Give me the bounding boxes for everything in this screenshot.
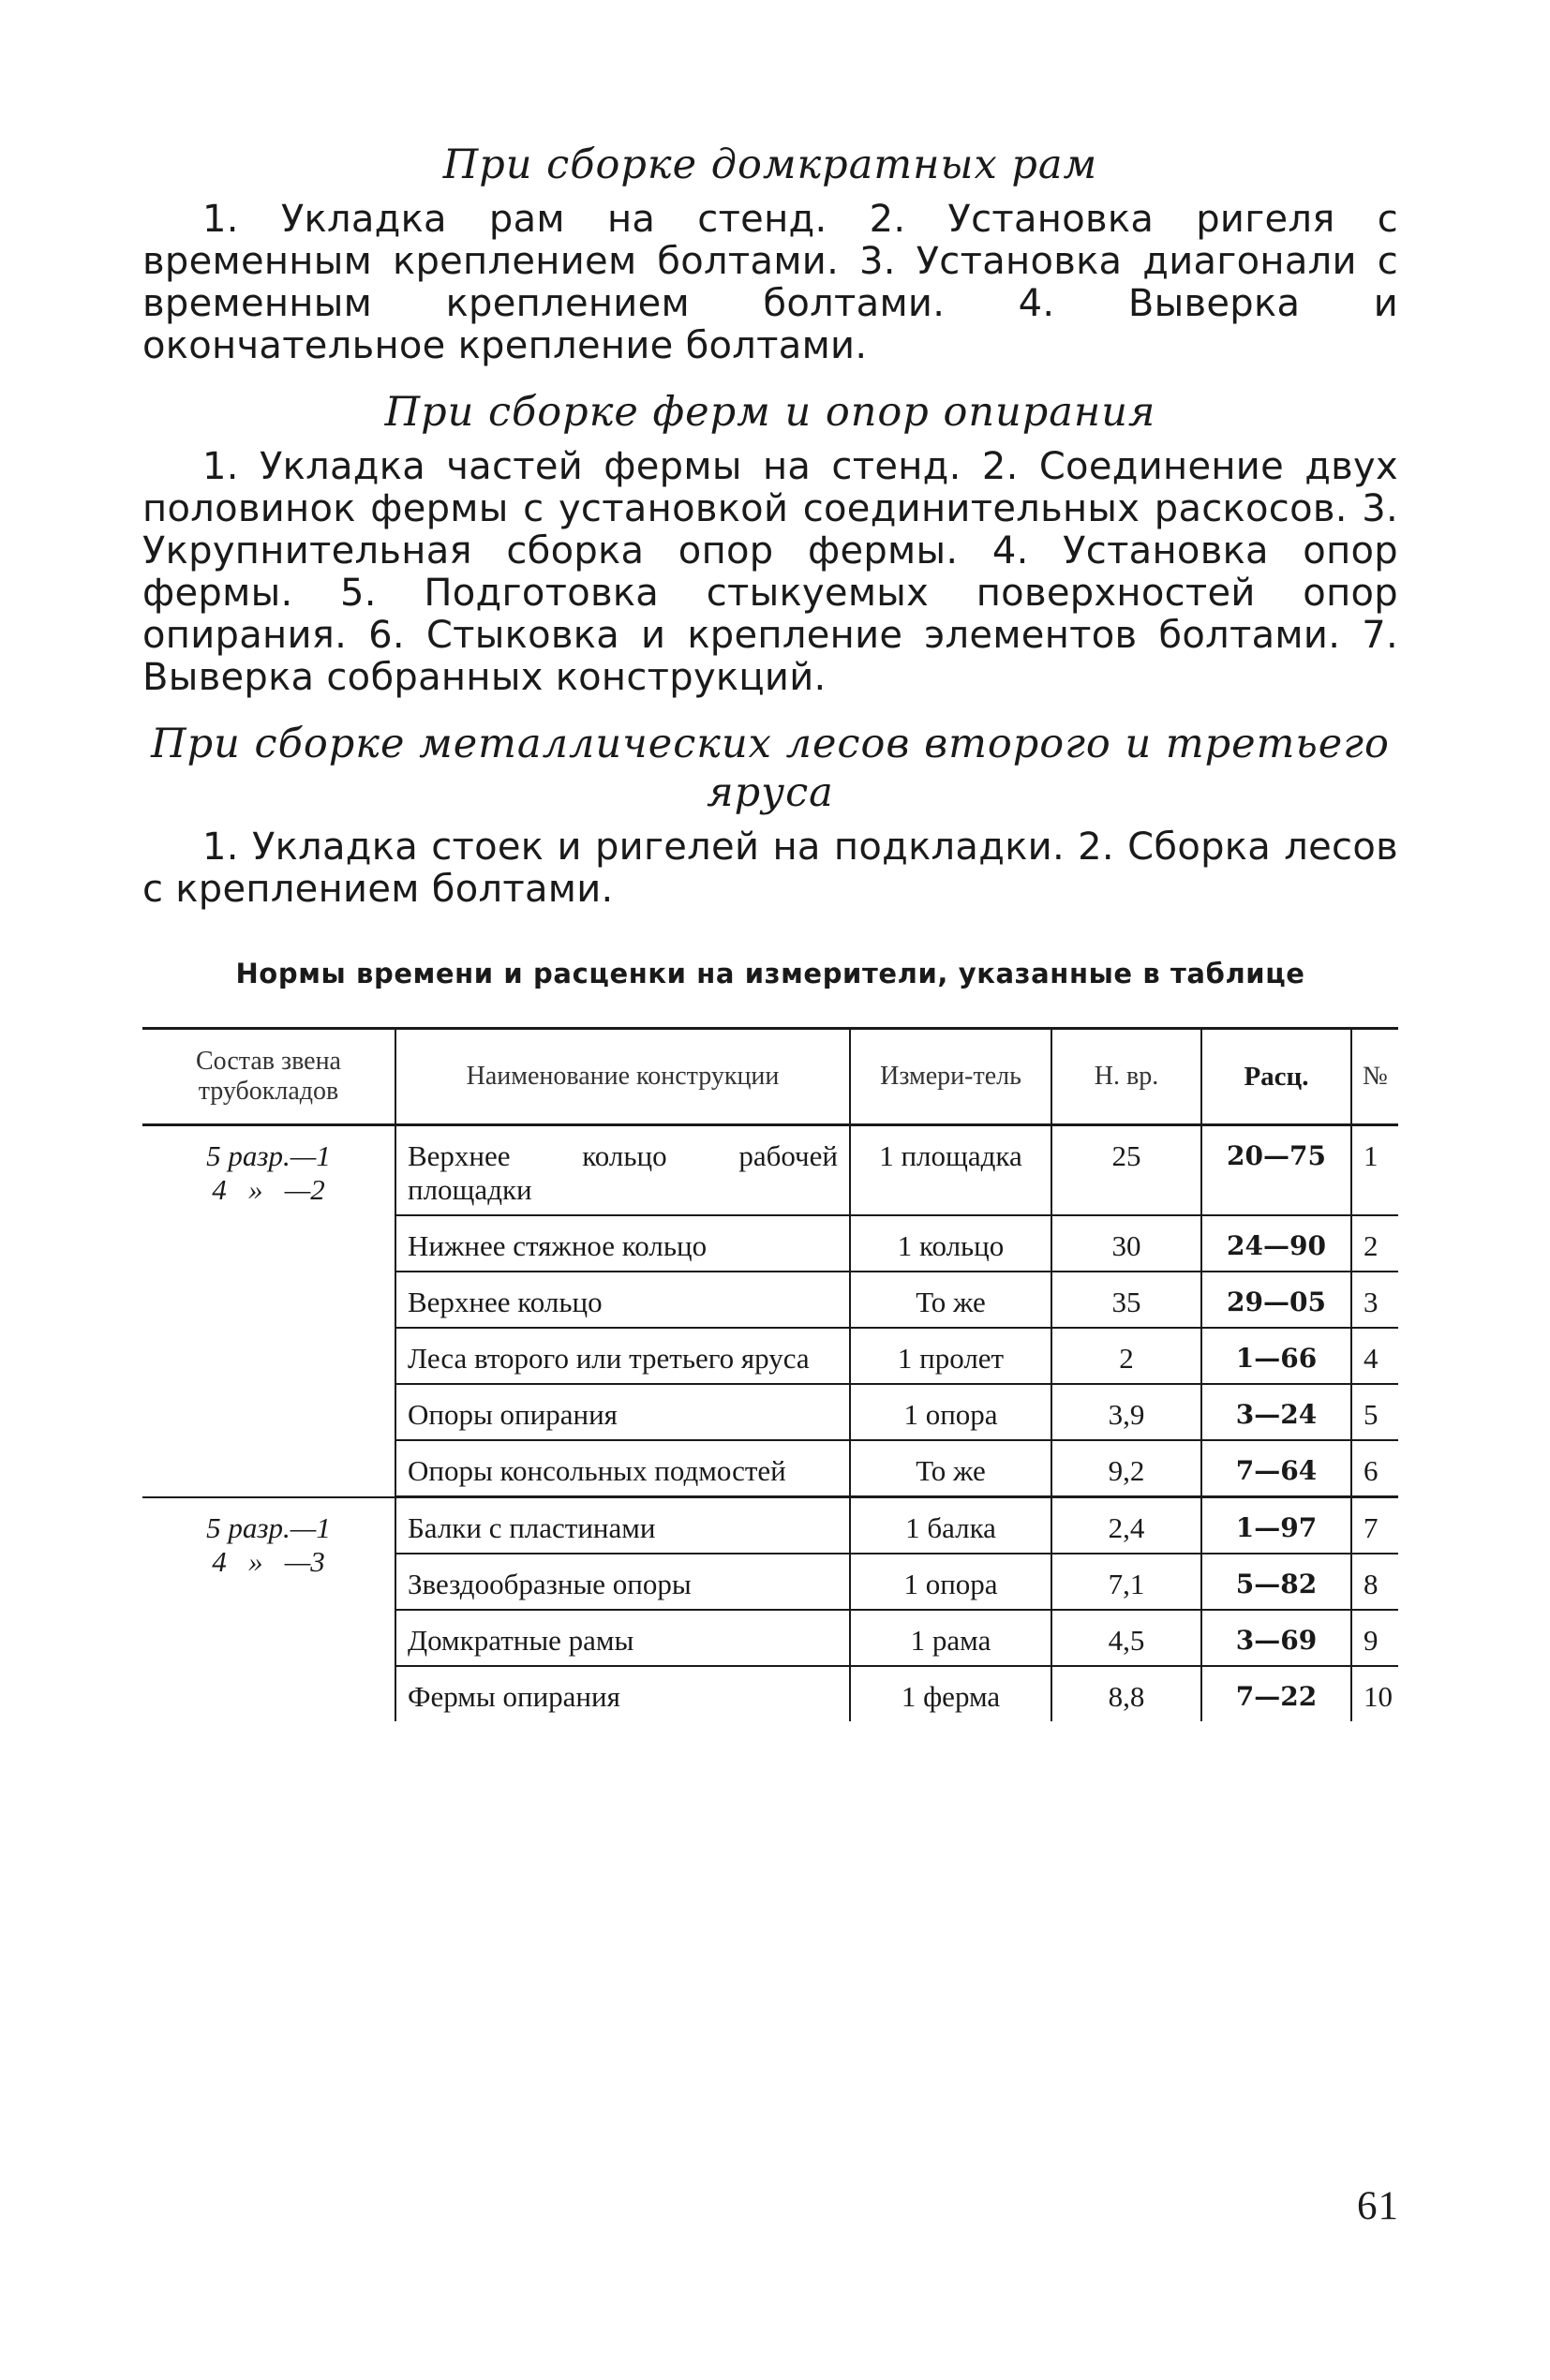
construction-name: Домкратные рамы (395, 1610, 850, 1666)
time-norm: 2,4 (1051, 1497, 1201, 1554)
section-text-trusses: 1. Укладка частей фермы на стенд. 2. Соединение двух половинок фермы с установкой соединительных раскосов. 3. Укрупнительная сборка опор фермы. 4. Установка опор фермы. 5. Подготовка стыкуемых поверхностей опор опирания. 6. Стыковка и крепление элементов болтами. 7. Выверка собранных конструкций. (142, 445, 1398, 699)
table-row (142, 1125, 1398, 1216)
price-rate: 1—97 (1201, 1497, 1351, 1554)
row-number: 3 (1351, 1272, 1398, 1328)
time-norm: 4,5 (1051, 1610, 1201, 1666)
time-norm: 2 (1051, 1328, 1201, 1384)
row-number: 5 (1351, 1384, 1398, 1440)
price-rate: 1—66 (1201, 1328, 1351, 1384)
crew-line: 4 » —2 (212, 1173, 325, 1206)
price-rate: 20—75 (1201, 1125, 1351, 1216)
crew-cell (142, 1125, 395, 1497)
construction-name: Верхнее кольцо (395, 1272, 850, 1328)
section-text-scaffolding: 1. Укладка стоек и ригелей на подкладки. 2. Сборка лесов с креплением болтами. (142, 826, 1398, 911)
crew-line: 5 разр.—1 (206, 1510, 331, 1544)
measure-unit: То же (850, 1272, 1051, 1328)
price-rate: 24—90 (1201, 1215, 1351, 1272)
time-norm: 25 (1051, 1125, 1201, 1216)
row-number: 7 (1351, 1497, 1398, 1554)
crew-line: 5 разр.—1 (206, 1139, 331, 1172)
table-caption: Нормы времени и расценки на измерители, указанные в таблице (235, 958, 1305, 989)
time-norm: 3,9 (1051, 1384, 1201, 1440)
time-norm: 35 (1051, 1272, 1201, 1328)
construction-name: Опоры опирания (395, 1384, 850, 1440)
construction-name: Звездообразные опоры (395, 1554, 850, 1610)
document-page (142, 141, 1398, 1721)
row-number: 10 (1351, 1666, 1398, 1721)
time-norm: 30 (1051, 1215, 1201, 1272)
price-rate: 3—69 (1201, 1610, 1351, 1666)
construction-name: Балки с пластинами (395, 1497, 850, 1554)
measure-unit: 1 кольцо (850, 1215, 1051, 1272)
time-norm: 7,1 (1051, 1554, 1201, 1610)
measure-unit: То же (850, 1440, 1051, 1497)
row-number: 9 (1351, 1610, 1398, 1666)
construction-name: Верхнее кольцо рабочей площадки (395, 1125, 850, 1216)
section-text-jack-frames: 1. Укладка рам на стенд. 2. Установка ригеля с временным креплением болтами. 3. Установка диагонали с временным креплением болтами. 4. Выверка и окончательное крепление болтами. (142, 198, 1398, 367)
measure-unit: 1 опора (850, 1384, 1051, 1440)
construction-name: Леса второго или третьего яруса (395, 1328, 850, 1384)
measure-unit: 1 площадка (850, 1125, 1051, 1216)
row-number: 2 (1351, 1215, 1398, 1272)
time-norm: 9,2 (1051, 1440, 1201, 1497)
row-number: 1 (1351, 1125, 1398, 1216)
measure-unit: 1 опора (850, 1554, 1051, 1610)
table-row (142, 1497, 1398, 1554)
price-rate: 29—05 (1201, 1272, 1351, 1328)
crew-cell (142, 1497, 395, 1722)
measure-unit: 1 ферма (850, 1666, 1051, 1721)
measure-unit: 1 пролет (850, 1328, 1051, 1384)
page-number: 61 (1357, 2184, 1399, 2228)
price-rate: 3—24 (1201, 1384, 1351, 1440)
section-title-trusses: При сборке ферм и опор опирания (384, 389, 1156, 436)
header-price: Расц. (1201, 1029, 1351, 1125)
row-number: 4 (1351, 1328, 1398, 1384)
header-num: № (1351, 1029, 1398, 1125)
header-name: Наименование конструкции (395, 1029, 850, 1125)
row-number: 8 (1351, 1554, 1398, 1610)
section-title-jack-frames: При сборке домкратных рам (442, 141, 1098, 188)
measure-unit: 1 рама (850, 1610, 1051, 1666)
construction-name: Фермы опирания (395, 1666, 850, 1721)
price-rate: 7—22 (1201, 1666, 1351, 1721)
measure-unit: 1 балка (850, 1497, 1051, 1554)
header-meas: Измери-тель (850, 1029, 1051, 1125)
table-header-row (142, 1029, 1398, 1125)
time-norm: 8,8 (1051, 1666, 1201, 1721)
header-crew: Состав звена трубокладов (142, 1029, 395, 1125)
crew-line: 4 » —3 (212, 1544, 325, 1578)
row-number: 6 (1351, 1440, 1398, 1497)
section-title-scaffolding: При сборке металлических лесов второго и третьего яруса (151, 721, 1390, 816)
price-rate: 5—82 (1201, 1554, 1351, 1610)
norms-table (142, 1027, 1398, 1721)
price-rate: 7—64 (1201, 1440, 1351, 1497)
header-time: Н. вр. (1051, 1029, 1201, 1125)
construction-name: Опоры консольных подмостей (395, 1440, 850, 1497)
construction-name: Нижнее стяжное кольцо (395, 1215, 850, 1272)
